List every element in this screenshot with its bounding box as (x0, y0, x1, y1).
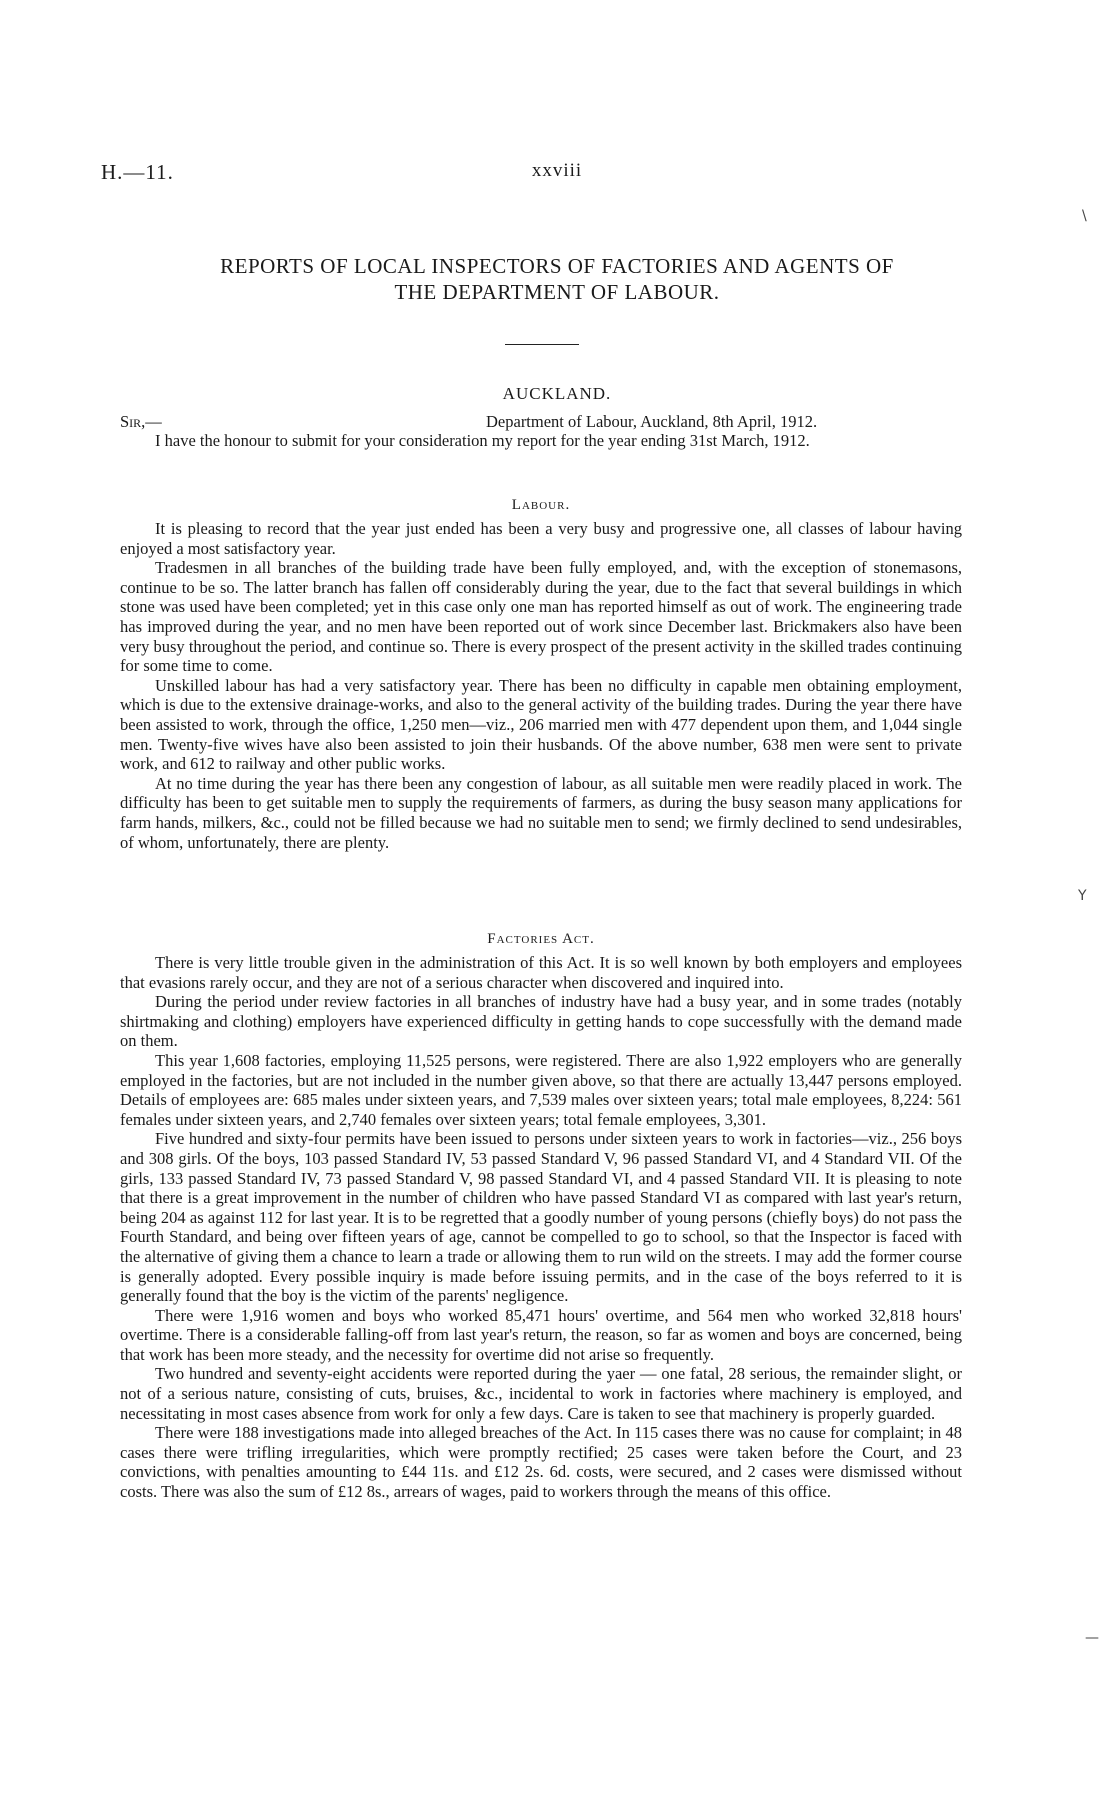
margin-mark-icon: Y (1078, 888, 1087, 904)
paragraph: It is pleasing to record that the year just ended has been a very busy and progressive one, all classes of labour having enjoyed a most satisfactory year. (120, 519, 962, 558)
page-number: xxviii (531, 160, 583, 181)
section-heading-labour: Labour. (511, 497, 571, 513)
section-place: AUCKLAND. (502, 384, 612, 403)
margin-mark-icon: \ (1082, 208, 1087, 224)
title-line-1: REPORTS OF LOCAL INSPECTORS OF FACTORIES AND AGENTS OF (220, 254, 894, 278)
paragraph: During the period under review factories in all branches of industry have had a busy year, and in some trades (notably shirtmaking and clothing) employers have experienced difficulty in getting hands to cope successfully with the demand made on them. (120, 992, 962, 1051)
dateline: Department of Labour, Auckland, 8th April, 1912. (486, 412, 818, 431)
document-reference: H.—11. (101, 160, 174, 184)
section-body-factories-act (120, 953, 962, 1502)
intro-paragraph: I have the honour to submit for your consideration my report for the year ending 31st March, 1912. (155, 431, 810, 450)
paragraph: This year 1,608 factories, employing 11,525 persons, were registered. There are also 1,922 employers who are generally employed in the factories, but are not included in the number given above, so that there are actually 13,447 persons employed. Details of employees are: 685 males under sixteen years, and 7,539 males over sixteen years; total male employees, 8,224: 561 females under sixteen years, and 2,740 females over sixteen years; total female employees, 3,301. (120, 1050, 962, 1129)
section-body-labour (120, 519, 962, 852)
page-title (101, 253, 1013, 305)
paragraph: There is very little trouble given in the administration of this Act. It is so well known by both employers and employees that evasions rarely occur, and they are not of a serious character when discovered and inquired into. (120, 953, 962, 992)
paragraph: Tradesmen in all branches of the building trade have been fully employed, and, with the exception of stonemasons, continue to be so. The latter branch has fallen off considerably during the year, due to the fact that several buildings in which stone was used have been completed; yet in this case only one man has reported himself as out of work. The engineering trade has improved during the year, and no men have been reported out of work since December last. Brickmakers also have been very busy throughout the period, and continue so. There is every prospect of the present activity in the skilled trades continuing for some time to come. (120, 558, 962, 676)
title-line-2: THE DEPARTMENT OF LABOUR. (394, 280, 720, 304)
salutation: Sir,— (120, 412, 162, 431)
paragraph: Unskilled labour has had a very satisfactory year. There has been no difficulty in capable men obtaining employment, which is due to the extensive drainage-works, and also to the general activity of the building trades. During the year there have been assisted to work, through the office, 1,250 men—viz., 206 married men with 477 dependent upon them, and 1,044 single men. Twenty-five wives have also been assisted to join their husbands. Of the above number, 638 men were sent to private work, and 612 to railway and other public works. (120, 675, 962, 774)
title-divider (505, 344, 579, 345)
intro-paragraph-block (120, 431, 962, 451)
paragraph: Five hundred and sixty-four permits have been issued to persons under sixteen years to work in factories—viz., 256 boys and 308 girls. Of the boys, 103 passed Standard IV, 53 passed Standard V, 96 passed Standard VI, and 4 Standard VII. Of the girls, 133 passed Standard IV, 73 passed Standard V, 98 passed Standard VI, and 4 passed Standard VII. It is pleasing to note that there is a great improvement in the number of children who have passed Standard VI as compared with last year's return, being 204 as against 112 for last year. It is to be regretted that a goodly number of young persons (chiefly boys) do not pass the Fourth Standard, and being over fifteen years of age, cannot be compelled to go to school, so that the Inspector is faced with the alternative of giving them a chance to learn a trade or allowing them to run wild on the streets. I may add the former course is generally adopted. Every possible inquiry is made before issuing permits, and in the case of the boys referred to it is generally found that the boy is the victim of the parents' negligence. (120, 1129, 962, 1306)
section-heading-factories-act: Factories Act. (487, 931, 595, 947)
paragraph: There were 1,916 women and boys who worked 85,471 hours' overtime, and 564 men who worked 32,818 hours' overtime. There is a considerable falling-off from last year's return, the reason, so far as women and boys are concerned, being that work has been more steady, and the necessity for overtime did not arise so frequently. (120, 1305, 962, 1364)
paragraph: There were 188 investigations made into alleged breaches of the Act. In 115 cases there was no cause for complaint; in 48 cases there were trifling irregularities, which were promptly rectified; 25 cases were taken before the Court, and 23 convictions, with penalties amounting to £44 11s. and £12 2s. 6d. costs, were secured, and 2 cases were dismissed without costs. There was also the sum of £12 8s., arrears of wages, paid to workers through the means of this office. (120, 1423, 962, 1502)
salutation-row (120, 412, 962, 432)
margin-mark-icon: — (1085, 1630, 1099, 1646)
paragraph: Two hundred and seventy-eight accidents were reported during the yaer — one fatal, 28 serious, the remainder slight, or not of a serious nature, consisting of cuts, bruises, &c., incidental to work in factories where machinery is employed, and necessitating in most cases absence from work for only a few days. Care is taken to see that machinery is properly guarded. (120, 1364, 962, 1423)
paragraph: At no time during the year has there been any congestion of labour, as all suitable men were readily placed in work. The difficulty has been to get suitable men to supply the requirements of farmers, as during the busy season many applications for farm hands, milkers, &c., could not be filled because we had no suitable men to send; we firmly declined to send undesirables, of whom, unfortunately, there are plenty. (120, 773, 962, 852)
